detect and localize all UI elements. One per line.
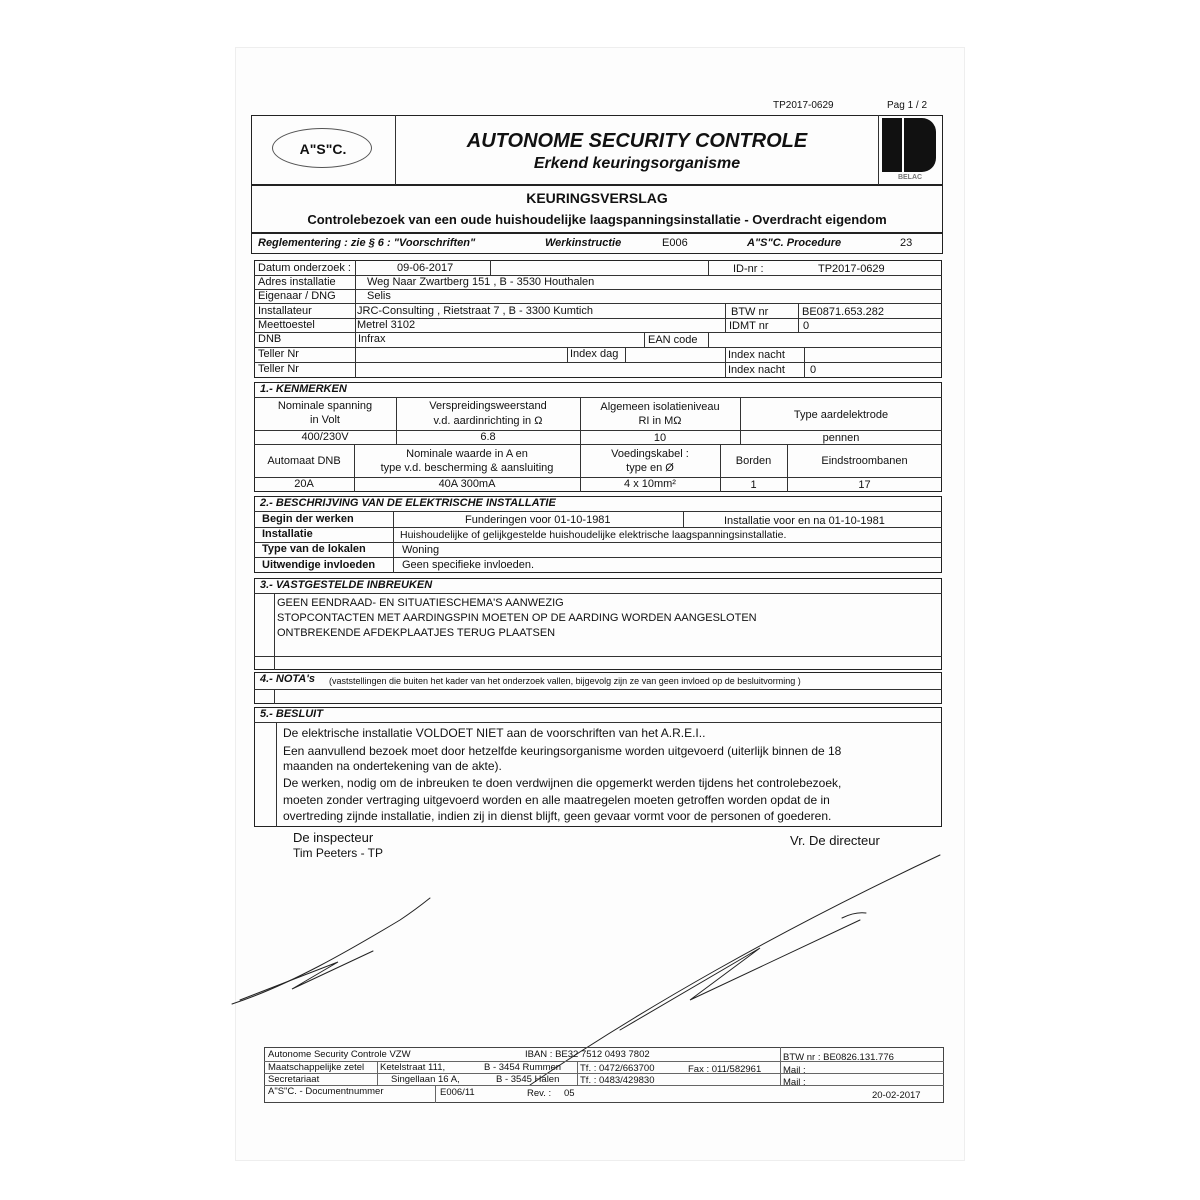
- datum-label: Datum onderzoek :: [258, 262, 351, 274]
- kenmerken-w1: 20A: [294, 478, 314, 490]
- inspecteur-signature-1: [232, 898, 430, 1004]
- kenmerken-g4: Borden: [735, 455, 772, 467]
- footer-sec-addr: Singellaan 16 A,: [391, 1074, 460, 1085]
- kenmerken-h3a: Algemeen isolatieniveau: [600, 401, 720, 413]
- kenmerken-v4: pennen: [822, 432, 860, 444]
- directeur-label: Vr. De directeur: [790, 833, 880, 848]
- installateur-value: JRC-Consulting , Rietstraat 7 , B - 3300 Kumtich: [357, 305, 593, 317]
- type-lokalen-value: Woning: [402, 544, 440, 556]
- kenmerken-g3b: type en Ø: [626, 462, 674, 474]
- besluit-heading: 5.- BESLUIT: [260, 708, 323, 720]
- werkinstructie-value: E006: [662, 237, 688, 249]
- meettoestel-value: Metrel 3102: [357, 319, 416, 331]
- inbreuk-line-1: GEEN EENDRAAD- EN SITUATIESCHEMA'S AANWEZIG: [277, 597, 564, 609]
- begin-label: Begin der werken: [262, 513, 354, 525]
- idmt-label: IDMT nr: [729, 320, 769, 332]
- kenmerken-w2: 40A 300mA: [438, 478, 496, 490]
- kenmerken-g2b: type v.d. bescherming & aansluiting: [380, 462, 554, 474]
- asc-logo-text: A"S"C.: [299, 141, 347, 157]
- kenmerken-h2a: Verspreidingsweerstand: [429, 400, 547, 412]
- adres-value: Weg Naar Zwartberg 151 , B - 3530 Houthalen: [367, 276, 595, 288]
- adres-label: Adres installatie: [258, 276, 336, 288]
- footer-rev-value: 05: [564, 1088, 575, 1099]
- inbreuk-line-2: STOPCONTACTEN MET AARDINGSPIN MOETEN OP DE AARDING WORDEN AANGESLOTEN: [277, 612, 757, 624]
- kenmerken-h4: Type aardelektrode: [793, 409, 889, 421]
- besluit-line-4: De werken, nodig om de inbreuken te doen verdwijnen die opgemerkt werden tijdens het controlebezoek,: [283, 776, 842, 790]
- header-title: AUTONOME SECURITY CONTROLE: [466, 130, 808, 152]
- installatie-value: Huishoudelijke of gelijkgestelde huishoudelijke elektrische laagspanningsinstallatie.: [400, 529, 787, 541]
- footer-sec-city: B - 3545 Halen: [496, 1074, 560, 1085]
- top-reference: TP2017-0629: [773, 100, 834, 111]
- kenmerken-w5: 17: [858, 479, 871, 491]
- kenmerken-g1: Automaat DNB: [267, 455, 341, 467]
- index-nacht2-value: 0: [810, 364, 817, 376]
- kenmerken-h2b: v.d. aardinrichting in Ω: [433, 415, 543, 427]
- directeur-signature-3: [842, 913, 866, 918]
- id-value: TP2017-0629: [818, 263, 885, 275]
- procedure-label: A"S"C. Procedure: [747, 237, 842, 249]
- footer-doc-label: A"S"C. - Documentnummer: [268, 1086, 384, 1097]
- footer-doc-value: E006/11: [440, 1087, 475, 1098]
- notas-text: (vaststellingen die buiten het kader van het onderzoek vallen, bijgevolg zijn ze van geen invloed op de besluitvorming ): [329, 676, 801, 686]
- footer-btw: BTW nr : BE0826.131.776: [783, 1052, 894, 1063]
- procedure-value: 23: [900, 237, 913, 249]
- ean-label: EAN code: [648, 334, 698, 346]
- kenmerken-h1a: Nominale spanning: [277, 400, 373, 412]
- kenmerken-g2a: Nominale waarde in A en: [406, 448, 528, 460]
- footer-zetel-addr: Ketelstraat 111,: [380, 1062, 446, 1073]
- footer-zetel-label: Maatschappelijke zetel: [268, 1062, 365, 1073]
- installatie-label: Installatie: [262, 528, 313, 540]
- eigenaar-value: Selis: [367, 290, 391, 302]
- index-dag-label: Index dag: [570, 348, 619, 360]
- footer-zetel-city: B - 3454 Rummen: [484, 1062, 562, 1073]
- besluit-line-2: Een aanvullend bezoek moet door hetzelfde keuringsorganisme worden uitgevoerd (uiterlijk binnen de 18: [283, 744, 842, 758]
- report-title: KEURINGSVERSLAG: [526, 190, 668, 206]
- werkinstructie-label: Werkinstructie: [545, 237, 622, 249]
- kenmerken-heading: 1.- KENMERKEN: [260, 383, 347, 395]
- btw-label: BTW nr: [731, 306, 769, 318]
- type-lokalen-label: Type van de lokalen: [262, 543, 366, 555]
- teller2-label: Teller Nr: [258, 363, 299, 375]
- footer-date: 20-02-2017: [872, 1090, 921, 1101]
- footer-sec-label: Secretariaat: [268, 1074, 320, 1085]
- footer-iban: IBAN : BE32 7512 0493 7802: [525, 1049, 650, 1060]
- dnb-label: DNB: [258, 333, 282, 345]
- index-nacht2-label: Index nacht: [728, 364, 785, 376]
- footer-mail1: Mail :: [783, 1065, 806, 1076]
- besluit-line-5: moeten zonder vertraging uitgevoerd worden en alle maatregelen moeten getroffen worden opdat de in: [283, 793, 830, 807]
- inspecteur-name: Tim Peeters - TP: [293, 846, 384, 860]
- footer-mail2: Mail :: [783, 1077, 806, 1088]
- kenmerken-h1b: in Volt: [310, 414, 340, 426]
- begin-value1: Funderingen voor 01-10-1981: [465, 514, 611, 526]
- meettoestel-label: Meettoestel: [258, 319, 315, 331]
- teller1-label: Teller Nr: [258, 348, 299, 360]
- inspecteur-signature-2: [240, 951, 373, 1000]
- kenmerken-w4: 1: [750, 479, 757, 491]
- invloeden-label: Uitwendige invloeden: [262, 559, 376, 571]
- reglement-label: Reglementering : zie § 6 : "Voorschriften": [258, 237, 476, 249]
- btw-value: BE0871.653.282: [802, 306, 884, 318]
- besluit-line-1: De elektrische installatie VOLDOET NIET aan de voorschriften van het A.R.E.I..: [283, 726, 706, 740]
- besluit-line-6: overtreding zijnde installatie, indien zij in dienst blijft, geen gevaar vormt voor de personen of goederen.: [283, 809, 832, 823]
- page-number: Pag 1 / 2: [887, 100, 928, 111]
- footer-fax: Fax : 011/582961: [688, 1064, 762, 1075]
- begin-value2: Installatie voor en na 01-10-1981: [724, 515, 885, 527]
- besluit-line-3: maanden na ondertekening van de akte).: [283, 759, 502, 773]
- kenmerken-w3: 4 x 10mm²: [624, 478, 676, 490]
- dnb-value: Infrax: [358, 333, 386, 345]
- idmt-value: 0: [803, 320, 810, 332]
- inspecteur-label: De inspecteur: [293, 830, 374, 845]
- kenmerken-v1: 400/230V: [301, 431, 349, 443]
- datum-value: 09-06-2017: [397, 262, 454, 274]
- installateur-label: Installateur: [258, 305, 312, 317]
- inbreuken-heading: 3.- VASTGESTELDE INBREUKEN: [260, 579, 433, 591]
- notas-heading: 4.- NOTA's: [260, 673, 315, 685]
- beschrijving-heading: 2.- BESCHRIJVING VAN DE ELEKTRISCHE INSTALLATIE: [260, 497, 556, 509]
- footer-rev-label: Rev. :: [527, 1088, 552, 1099]
- footer-sec-tel: Tf. : 0483/429830: [580, 1075, 655, 1086]
- inbreuk-line-3: ONTBREKENDE AFDEKPLAATJES TERUG PLAATSEN: [277, 627, 556, 639]
- belac-logo-text: BELAC: [897, 174, 923, 181]
- kenmerken-g3a: Voedingskabel :: [611, 448, 689, 460]
- report-subtitle: Controlebezoek van een oude huishoudelijke laagspanningsinstallatie - Overdracht eigendom: [307, 212, 887, 227]
- eigenaar-label: Eigenaar / DNG: [258, 290, 336, 302]
- index-nacht1-label: Index nacht: [728, 349, 785, 361]
- footer-org: Autonome Security Controle VZW: [268, 1049, 411, 1060]
- directeur-signature-2: [620, 920, 860, 1030]
- footer-zetel-tel: Tf. : 0472/663700: [580, 1063, 655, 1074]
- invloeden-value: Geen specifieke invloeden.: [402, 559, 535, 571]
- kenmerken-h3b: RI in MΩ: [638, 415, 682, 427]
- kenmerken-v2: 6.8: [480, 431, 496, 443]
- kenmerken-v3: 10: [653, 432, 667, 444]
- kenmerken-g5: Eindstroombanen: [821, 455, 908, 467]
- id-label: ID-nr :: [733, 263, 764, 275]
- header-subtitle: Erkend keuringsorganisme: [533, 155, 741, 172]
